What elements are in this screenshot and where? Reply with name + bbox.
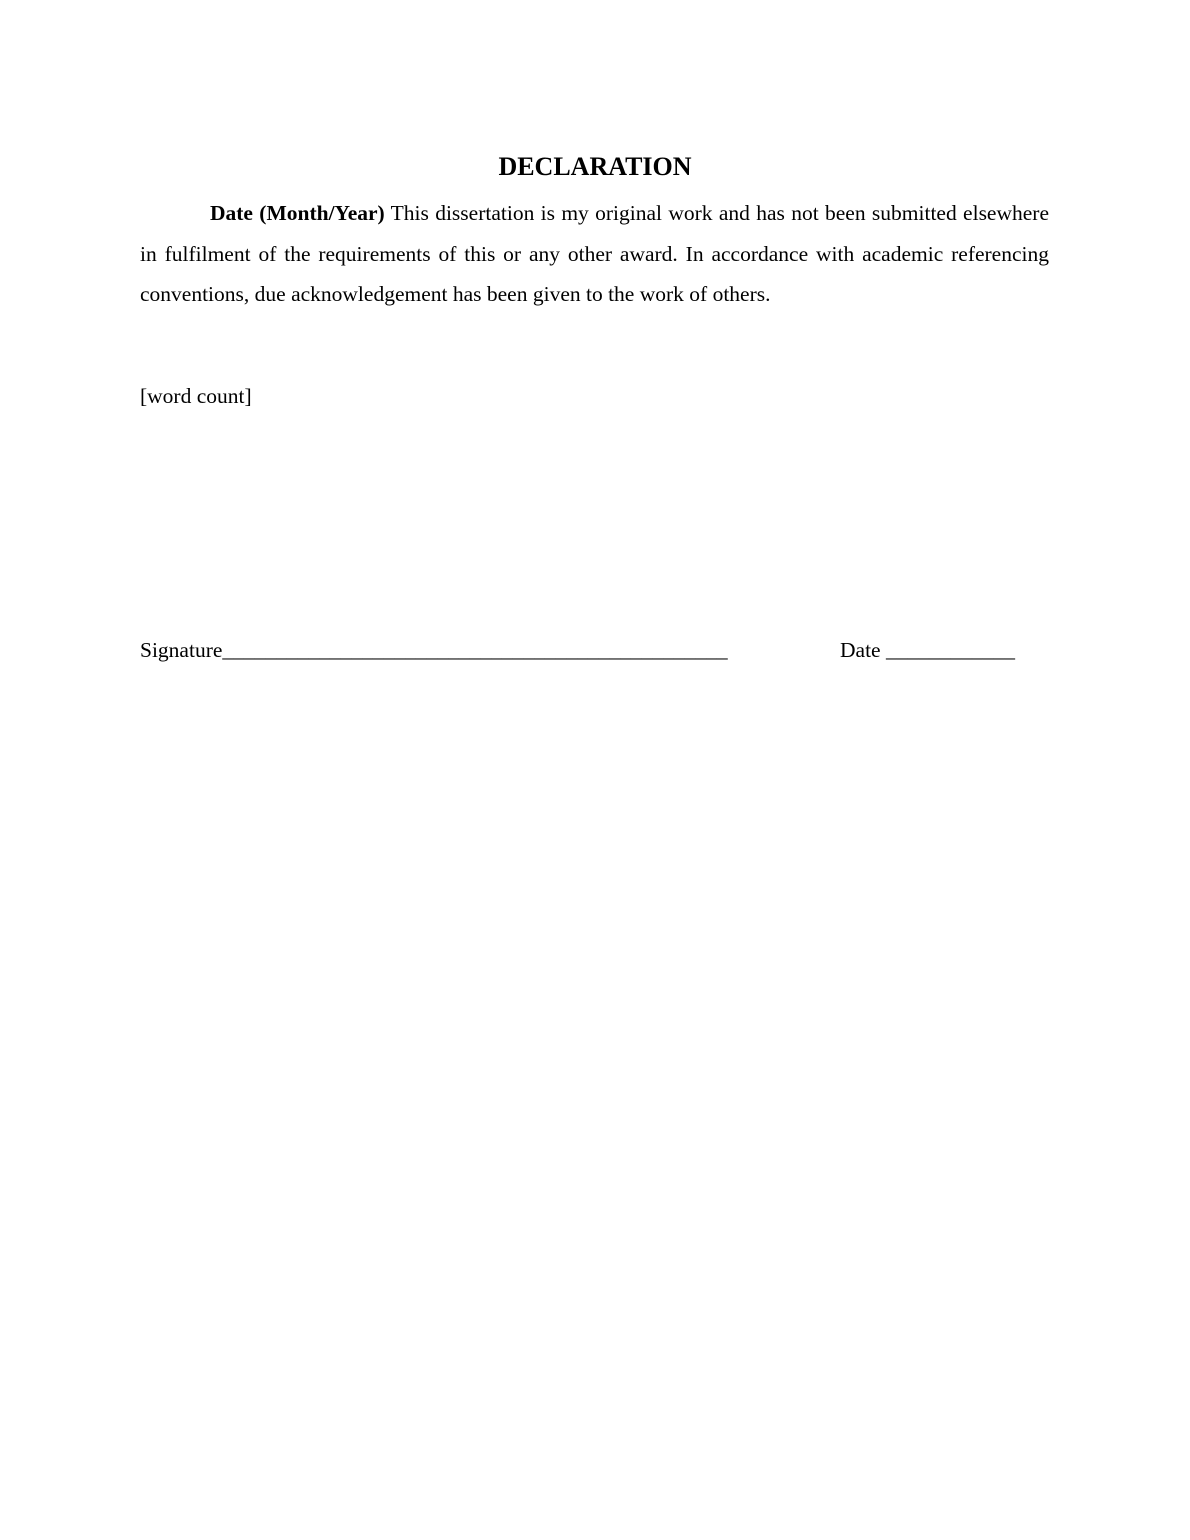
declaration-text: This dissertation is my original work and has not been submitted elsewhere in fulfilment of the requirements of this or any other award. In accordance with academic referencing conventions, due acknowledgement has been given to the work of others. [140,201,1049,306]
word-count-placeholder: [word count] [140,384,252,408]
signature-line: Signature_______________________________________________ [140,638,728,662]
page-title: DECLARATION [498,152,692,181]
declaration-paragraph [140,193,1049,315]
date-month-year-label: Date (Month/Year) [210,201,385,225]
date-line: Date ____________ [840,638,1015,662]
